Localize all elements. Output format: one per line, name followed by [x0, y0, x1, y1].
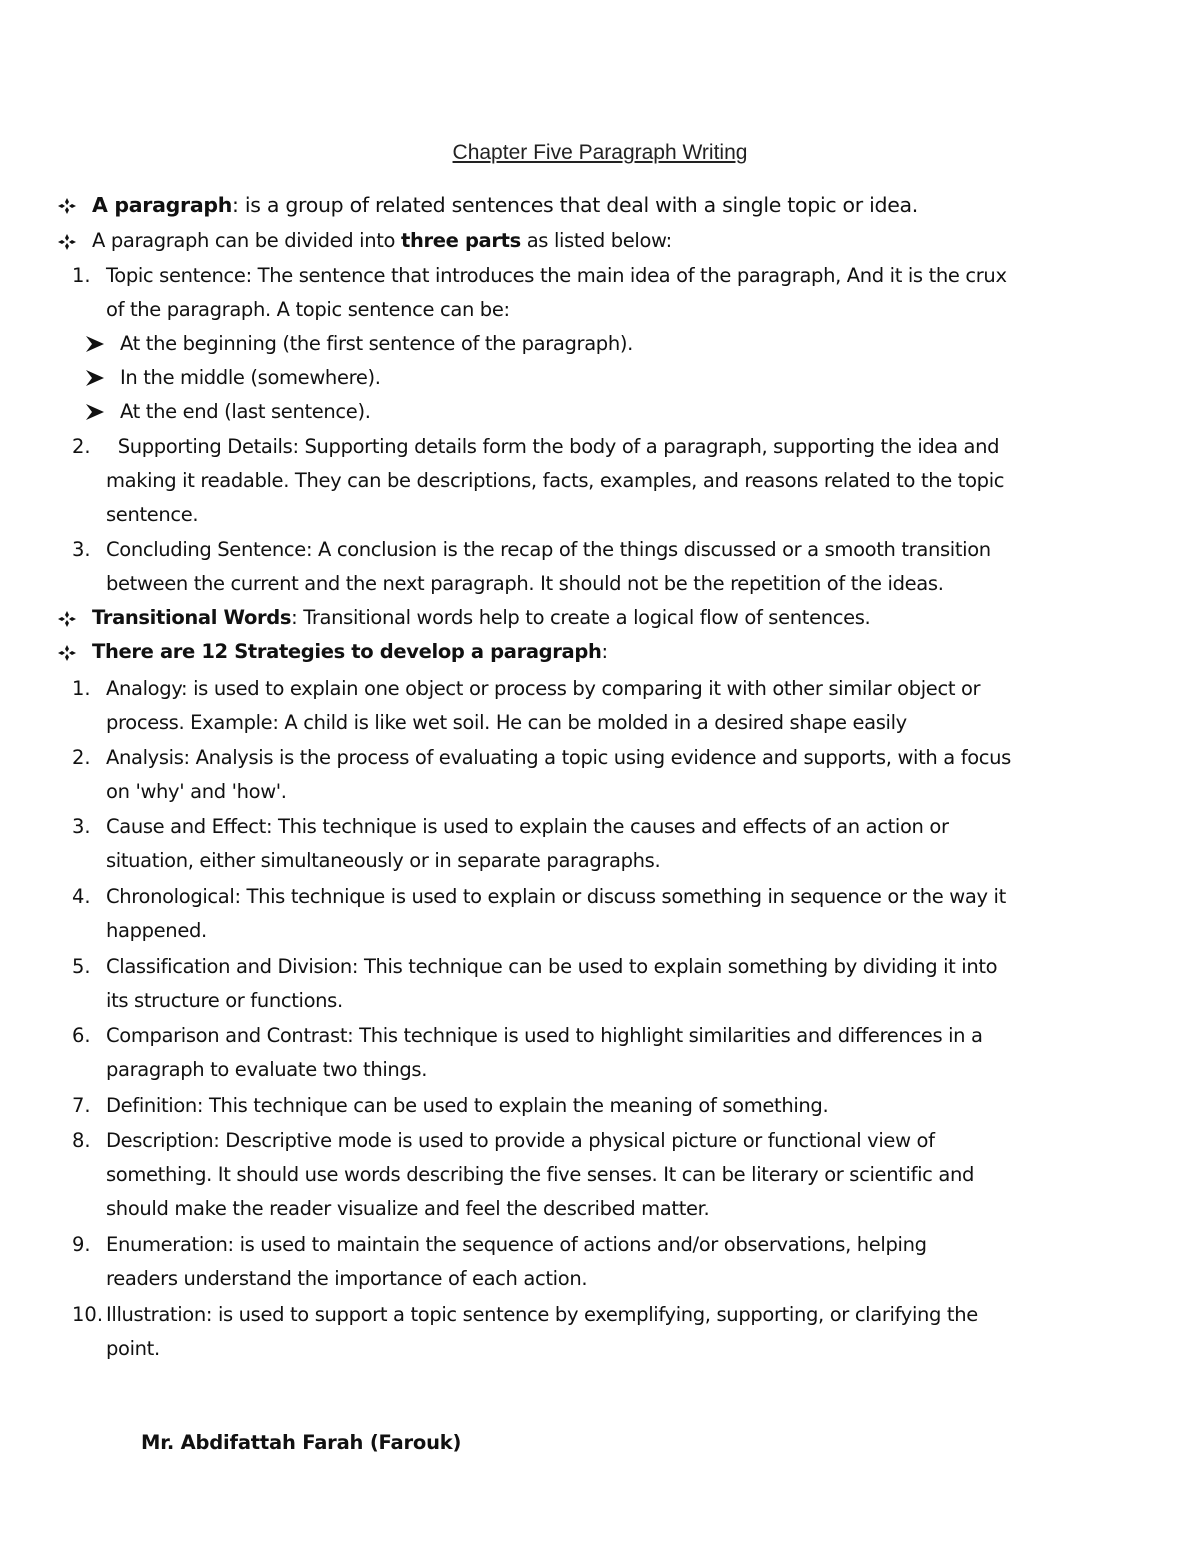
diamond-bullet-icon: [58, 635, 78, 669]
strategies-heading: [92, 635, 608, 669]
diamond-bullet-icon: [58, 601, 78, 635]
parts-intro-text: A paragraph can be divided into: [92, 229, 401, 252]
paragraph-definition: [92, 188, 918, 222]
list-number: 2.: [72, 746, 91, 769]
sub-list-item: At the beginning (the first sentence of the paragraph).: [120, 332, 633, 355]
paragraph-definition-text: : is a group of related sentences that deal with a single topic or idea.: [232, 193, 919, 217]
strategy-line: Analogy: is used to explain one object or process by comparing it with other similar object or: [106, 677, 981, 700]
author-signature: Mr. Abdifattah Farah (Farouk): [141, 1431, 462, 1454]
list-number: 7.: [72, 1094, 91, 1117]
strategy-line: Classification and Division: This technique can be used to explain something by dividing it into: [106, 955, 998, 978]
list-item-line: Supporting Details: Supporting details form the body of a paragraph, supporting the idea and: [106, 435, 1000, 458]
transitional-words: [92, 601, 870, 635]
strategy-line: Analysis: Analysis is the process of evaluating a topic using evidence and supports, with a focus: [106, 746, 1011, 769]
strategies-heading-colon: :: [601, 640, 608, 663]
list-number: 2.: [72, 435, 91, 458]
parts-intro: [92, 224, 672, 258]
arrow-bullet-icon: [86, 327, 106, 361]
transitional-text: : Transitional words help to create a logical flow of sentences.: [291, 606, 871, 629]
sub-list-item: At the end (last sentence).: [120, 400, 371, 423]
strategy-line: Comparison and Contrast: This technique is used to highlight similarities and differences in a: [106, 1024, 983, 1047]
strategy-line: Definition: This technique can be used to explain the meaning of something.: [106, 1094, 829, 1117]
strategy-line: situation, either simultaneously or in separate paragraphs.: [106, 849, 661, 872]
strategy-line: should make the reader visualize and feel the described matter.: [106, 1197, 710, 1220]
strategies-heading-bold: There are 12 Strategies to develop a paragraph: [92, 640, 602, 663]
strategy-line: happened.: [106, 919, 207, 942]
list-number: 10.: [72, 1303, 104, 1326]
strategy-line: process. Example: A child is like wet soil. He can be molded in a desired shape easily: [106, 711, 907, 734]
strategy-line: Chronological: This technique is used to explain or discuss something in sequence or the way it: [106, 885, 1006, 908]
transitional-term: Transitional Words: [92, 606, 292, 629]
strategy-line: readers understand the importance of each action.: [106, 1267, 588, 1290]
arrow-bullet-icon: [86, 395, 106, 429]
list-item-line: of the paragraph. A topic sentence can be:: [106, 298, 510, 321]
page-title: Chapter Five Paragraph Writing: [452, 141, 748, 164]
list-number: 1.: [72, 264, 91, 287]
parts-intro-bold: three parts: [400, 229, 521, 252]
list-number: 3.: [72, 815, 91, 838]
strategy-line: point.: [106, 1337, 160, 1360]
list-number: 4.: [72, 885, 91, 908]
diamond-bullet-icon: [58, 188, 78, 222]
list-item-line: Topic sentence: The sentence that introduces the main idea of the paragraph, And it is the crux: [106, 264, 1007, 287]
list-item-line: making it readable. They can be descriptions, facts, examples, and reasons related to the topic: [106, 469, 1005, 492]
list-number: 5.: [72, 955, 91, 978]
strategy-line: something. It should use words describing the five senses. It can be literary or scientific and: [106, 1163, 975, 1186]
list-item-line: Concluding Sentence: A conclusion is the recap of the things discussed or a smooth transition: [106, 538, 991, 561]
diamond-bullet-icon: [58, 224, 78, 258]
strategy-line: paragraph to evaluate two things.: [106, 1058, 428, 1081]
paragraph-term: A paragraph: [92, 193, 233, 217]
list-number: 9.: [72, 1233, 91, 1256]
arrow-bullet-icon: [86, 361, 106, 395]
strategy-line: on 'why' and 'how'.: [106, 780, 287, 803]
strategy-line: Enumeration: is used to maintain the sequence of actions and/or observations, helping: [106, 1233, 927, 1256]
strategy-line: its structure or functions.: [106, 989, 343, 1012]
sub-list-item: In the middle (somewhere).: [120, 366, 381, 389]
strategy-line: Cause and Effect: This technique is used to explain the causes and effects of an action or: [106, 815, 949, 838]
list-item-line: sentence.: [106, 503, 199, 526]
strategy-line: Illustration: is used to support a topic sentence by exemplifying, supporting, or clarifying the: [106, 1303, 978, 1326]
list-number: 8.: [72, 1129, 91, 1152]
list-number: 3.: [72, 538, 91, 561]
list-item-line: between the current and the next paragraph. It should not be the repetition of the ideas.: [106, 572, 944, 595]
strategy-line: Description: Descriptive mode is used to provide a physical picture or functional view of: [106, 1129, 935, 1152]
parts-intro-tail: as listed below:: [520, 229, 672, 252]
list-number: 6.: [72, 1024, 91, 1047]
list-number: 1.: [72, 677, 91, 700]
